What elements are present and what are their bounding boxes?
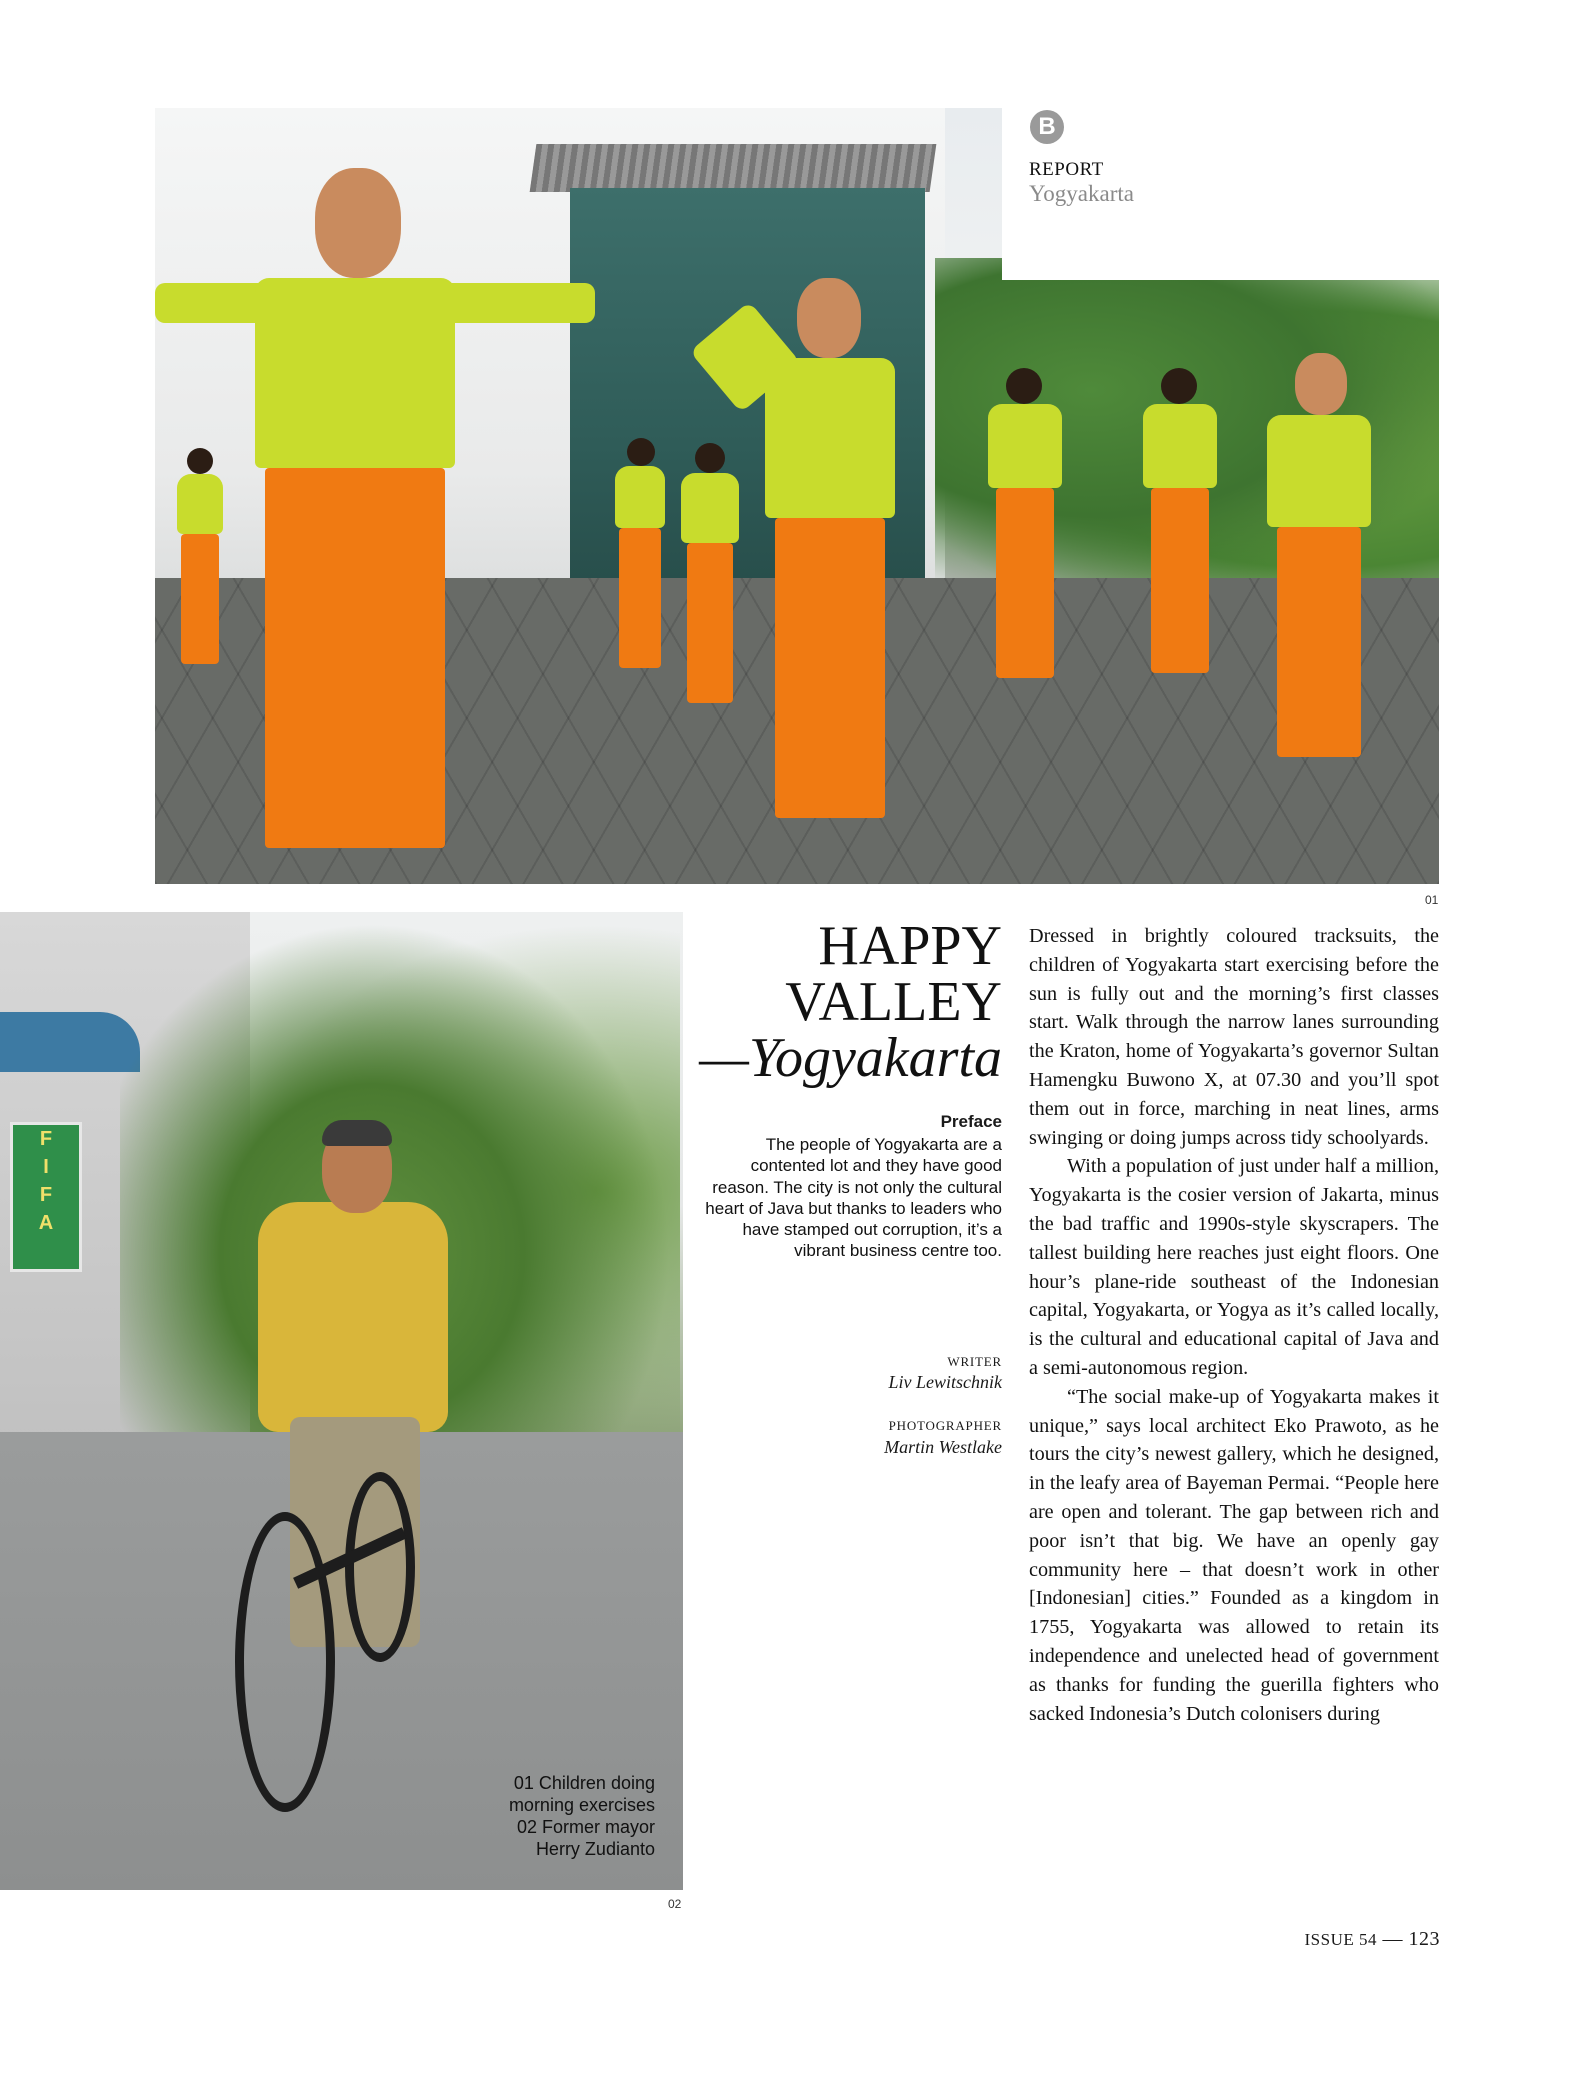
body-paragraph: With a population of just under half a million, Yogyakarta is the cosier version of Jakarta, minus the bad traffic and 1990s-style skyscrapers. The tallest building here reaches just eight floors. One hour’s plane-ride southeast of the Indonesian capital, Yogyakarta, or Yogya as it’s called locally, is the cultural and educational capital of Java and a semi-autonomous region. [1029,1155,1439,1379]
headline-subtitle: —Yogyakarta [699,1027,1002,1089]
photo-rider-shirt [258,1202,448,1432]
photo-mayor-cycling [0,912,683,1890]
photographer-role: PHOTOGRAPHER [888,1418,1002,1433]
photo-bike-front-wheel [235,1512,335,1812]
page-folio [1230,1928,1440,1951]
section-sublabel: Yogyakarta [1029,181,1134,206]
caption-line: 01 Children doing [513,1773,655,1793]
photo-laundry-sign: F I F A [10,1122,82,1272]
photo-rider-hair [322,1120,392,1146]
preface-label: Preface [940,1112,1002,1131]
photo-child [1245,353,1395,773]
figure-number-01: 01 [1425,893,1439,907]
writer-name: Liv Lewitschnik [888,1372,1002,1392]
caption-line: morning exercises [508,1795,655,1815]
writer-role: WRITER [947,1354,1002,1369]
photo-child [215,168,495,848]
section-letter-badge: B [1030,110,1064,144]
body-paragraph: Dressed in brightly coloured tracksuits, the children of Yogyakarta start exercising before the sun is fully out and the morning’s first classes start. Walk through the narrow lanes surrounding the Kraton, home of Yogyakarta’s governor Sultan Hamengku Buwono X, at 07.30 and you’ll spot them out in force, marching in neat lines, arms swinging or doing jumps across tidy schoolyards. [1029,925,1439,1149]
page-number: 123 [1408,1928,1440,1950]
headline-line: HAPPY [818,915,1002,977]
body-paragraph: “The social make-up of Yogyakarta makes it unique,” says local architect Eko Prawoto, as he tours the city’s newest gallery, which he designed, in the leafy area of Bayeman Permai. “People here are open and tolerant. The gap between rich and poor isn’t that big. We have an openly gay community here – that doesn’t work in other [Indonesian] cities.” Founded as a kingdom in 1755, Yogyakarta was allowed to retain its independence and unelected head of government as thanks for funding the guerilla fighters who sacked Indonesia’s Dutch colonisers during [1029,1385,1439,1725]
photo-child [735,278,925,838]
folio-separator: — [1377,1928,1409,1950]
article-body [1029,922,1439,1728]
photo-bike-rear-wheel [345,1472,415,1662]
section-label: REPORT [1029,159,1104,180]
photo-caption [400,1772,655,1860]
photo-blue-awning [0,1012,140,1072]
photo-child [1125,368,1235,688]
photographer-name: Martin Westlake [884,1437,1002,1457]
figure-number-02: 02 [668,1897,682,1911]
issue-number: ISSUE 54 [1304,1930,1377,1949]
photo-awning [530,144,937,192]
article-headline [690,915,1002,1089]
preface-text: The people of Yogyakarta are a contented lot and they have good reason. The city is not only the cultural heart of Java but thanks to leaders who have stamped out corruption, it’s a vibrant business centre too. [705,1135,1002,1261]
photo-child [970,368,1080,688]
caption-line: Herry Zudianto [535,1839,655,1859]
caption-line: 02 Former mayor [516,1817,655,1837]
headline-line: VALLEY [785,971,1002,1033]
